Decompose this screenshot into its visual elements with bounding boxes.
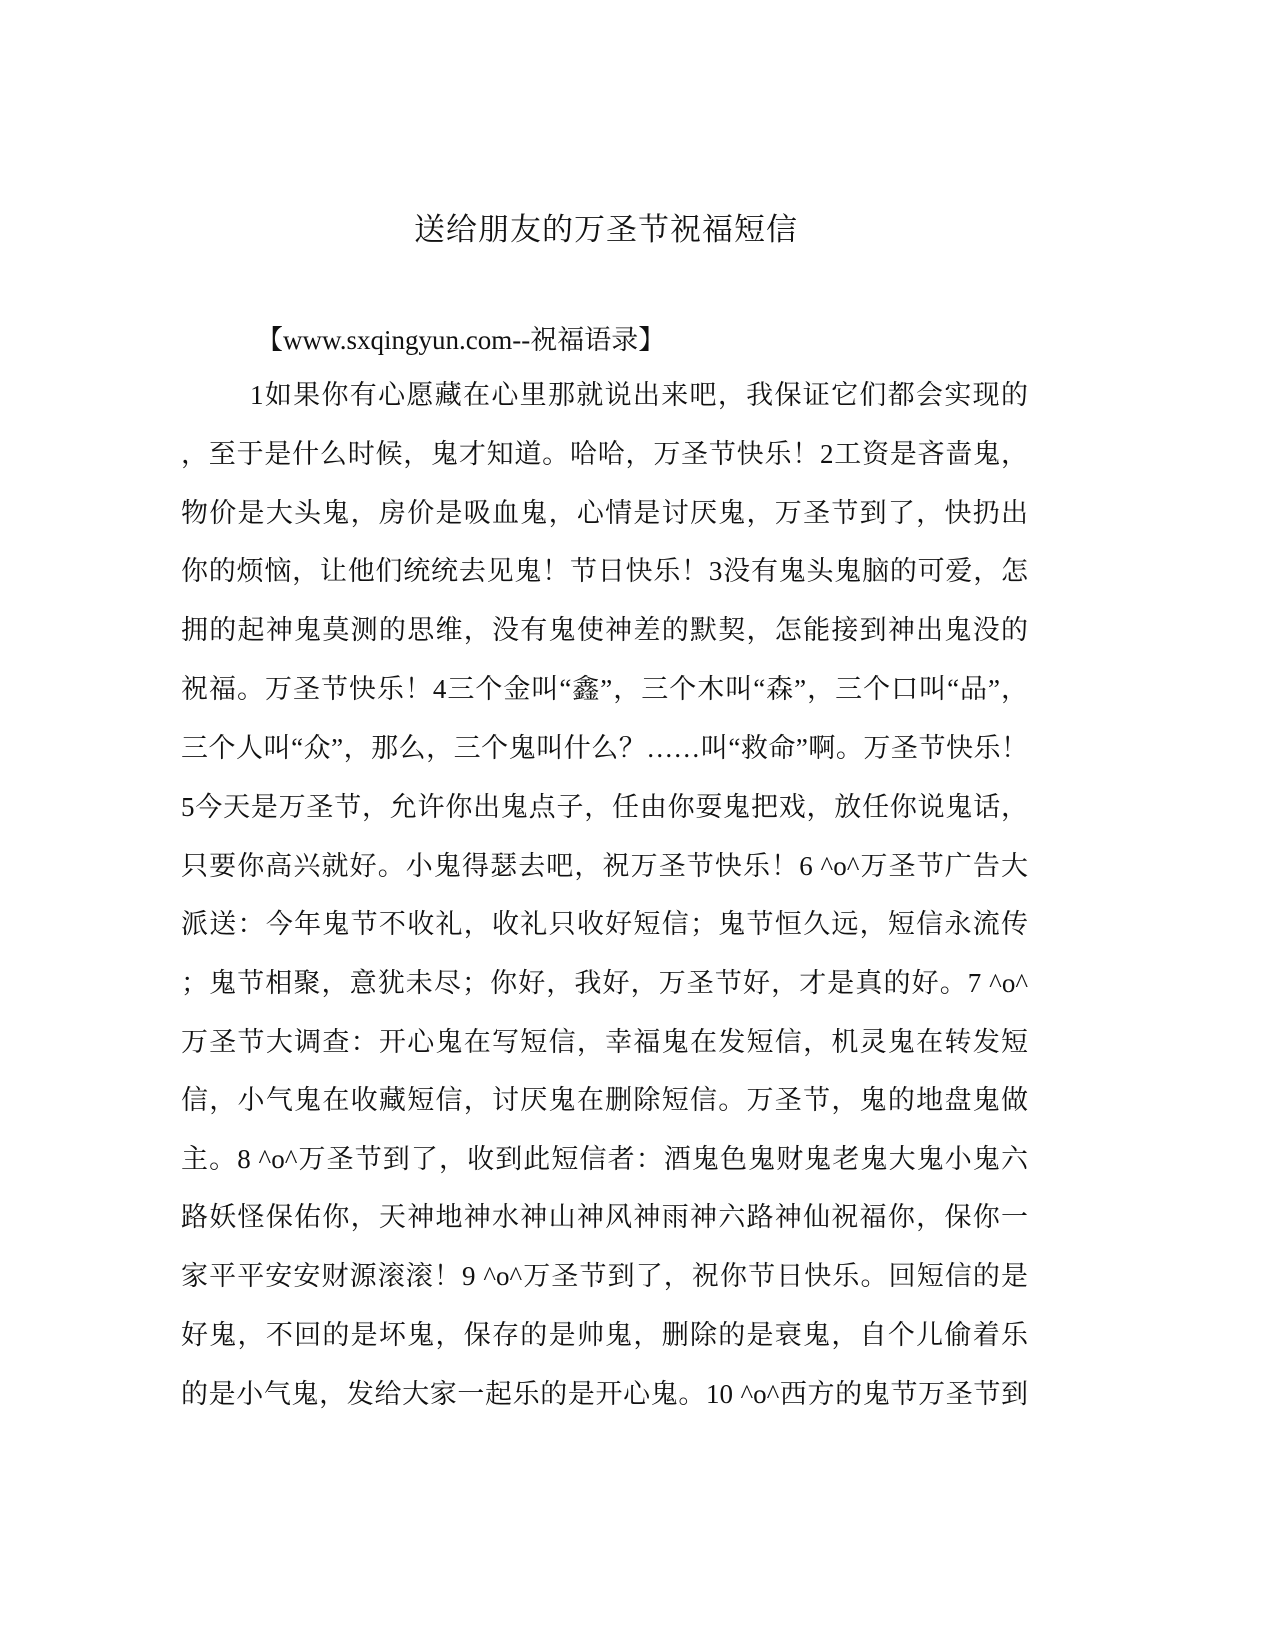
text-line: 三个人叫“众”，那么，三个鬼叫什么？……叫“救命”啊。万圣节快乐！ <box>181 733 1028 763</box>
text-line: 万圣节大调查：开心鬼在写短信，幸福鬼在发短信，机灵鬼在转发短 <box>181 1027 1028 1057</box>
source-label: 【www.sxqingyun.com--祝福语录】 <box>256 325 666 355</box>
document-title: 送给朋友的万圣节祝福短信 <box>414 212 798 247</box>
text-line: 派送：今年鬼节不收礼，收礼只收好短信；鬼节恒久远，短信永流传 <box>181 909 1028 939</box>
text-line: 只要你高兴就好。小鬼得瑟去吧，祝万圣节快乐！6 ^o^万圣节广告大 <box>181 851 1028 881</box>
text-line: 你的烦恼，让他们统统去见鬼！节日快乐！3没有鬼头鬼脑的可爱，怎 <box>181 556 1028 586</box>
text-line: 路妖怪保佑你，天神地神水神山神风神雨神六路神仙祝福你，保你一 <box>181 1202 1028 1232</box>
text-line: 信，小气鬼在收藏短信，讨厌鬼在删除短信。万圣节，鬼的地盘鬼做 <box>181 1085 1028 1115</box>
text-line: 祝福。万圣节快乐！4三个金叫“鑫”，三个木叫“森”，三个口叫“品”， <box>181 674 1028 704</box>
text-line: 的是小气鬼，发给大家一起乐的是开心鬼。10 ^o^西方的鬼节万圣节到 <box>181 1379 1028 1409</box>
text-line: 拥的起神鬼莫测的思维，没有鬼使神差的默契，怎能接到神出鬼没的 <box>181 615 1028 645</box>
text-line: 1如果你有心愿藏在心里那就说出来吧，我保证它们都会实现的 <box>250 380 1028 410</box>
text-line: 主。8 ^o^万圣节到了，收到此短信者：酒鬼色鬼财鬼老鬼大鬼小鬼六 <box>181 1144 1028 1174</box>
text-line: 家平平安安财源滚滚！9 ^o^万圣节到了，祝你节日快乐。回短信的是 <box>181 1261 1028 1291</box>
text-line: 5今天是万圣节，允许你出鬼点子，任由你耍鬼把戏，放任你说鬼话， <box>181 792 1028 822</box>
text-line: ；鬼节相聚，意犹未尽；你好，我好，万圣节好，才是真的好。7 ^o^ <box>181 968 1028 998</box>
text-line: 物价是大头鬼，房价是吸血鬼，心情是讨厌鬼，万圣节到了，快扔出 <box>181 498 1028 528</box>
text-line: 好鬼，不回的是坏鬼，保存的是帅鬼，删除的是衰鬼，自个儿偷着乐 <box>181 1320 1028 1350</box>
text-line: ，至于是什么时候，鬼才知道。哈哈，万圣节快乐！2工资是吝啬鬼， <box>181 439 1028 469</box>
